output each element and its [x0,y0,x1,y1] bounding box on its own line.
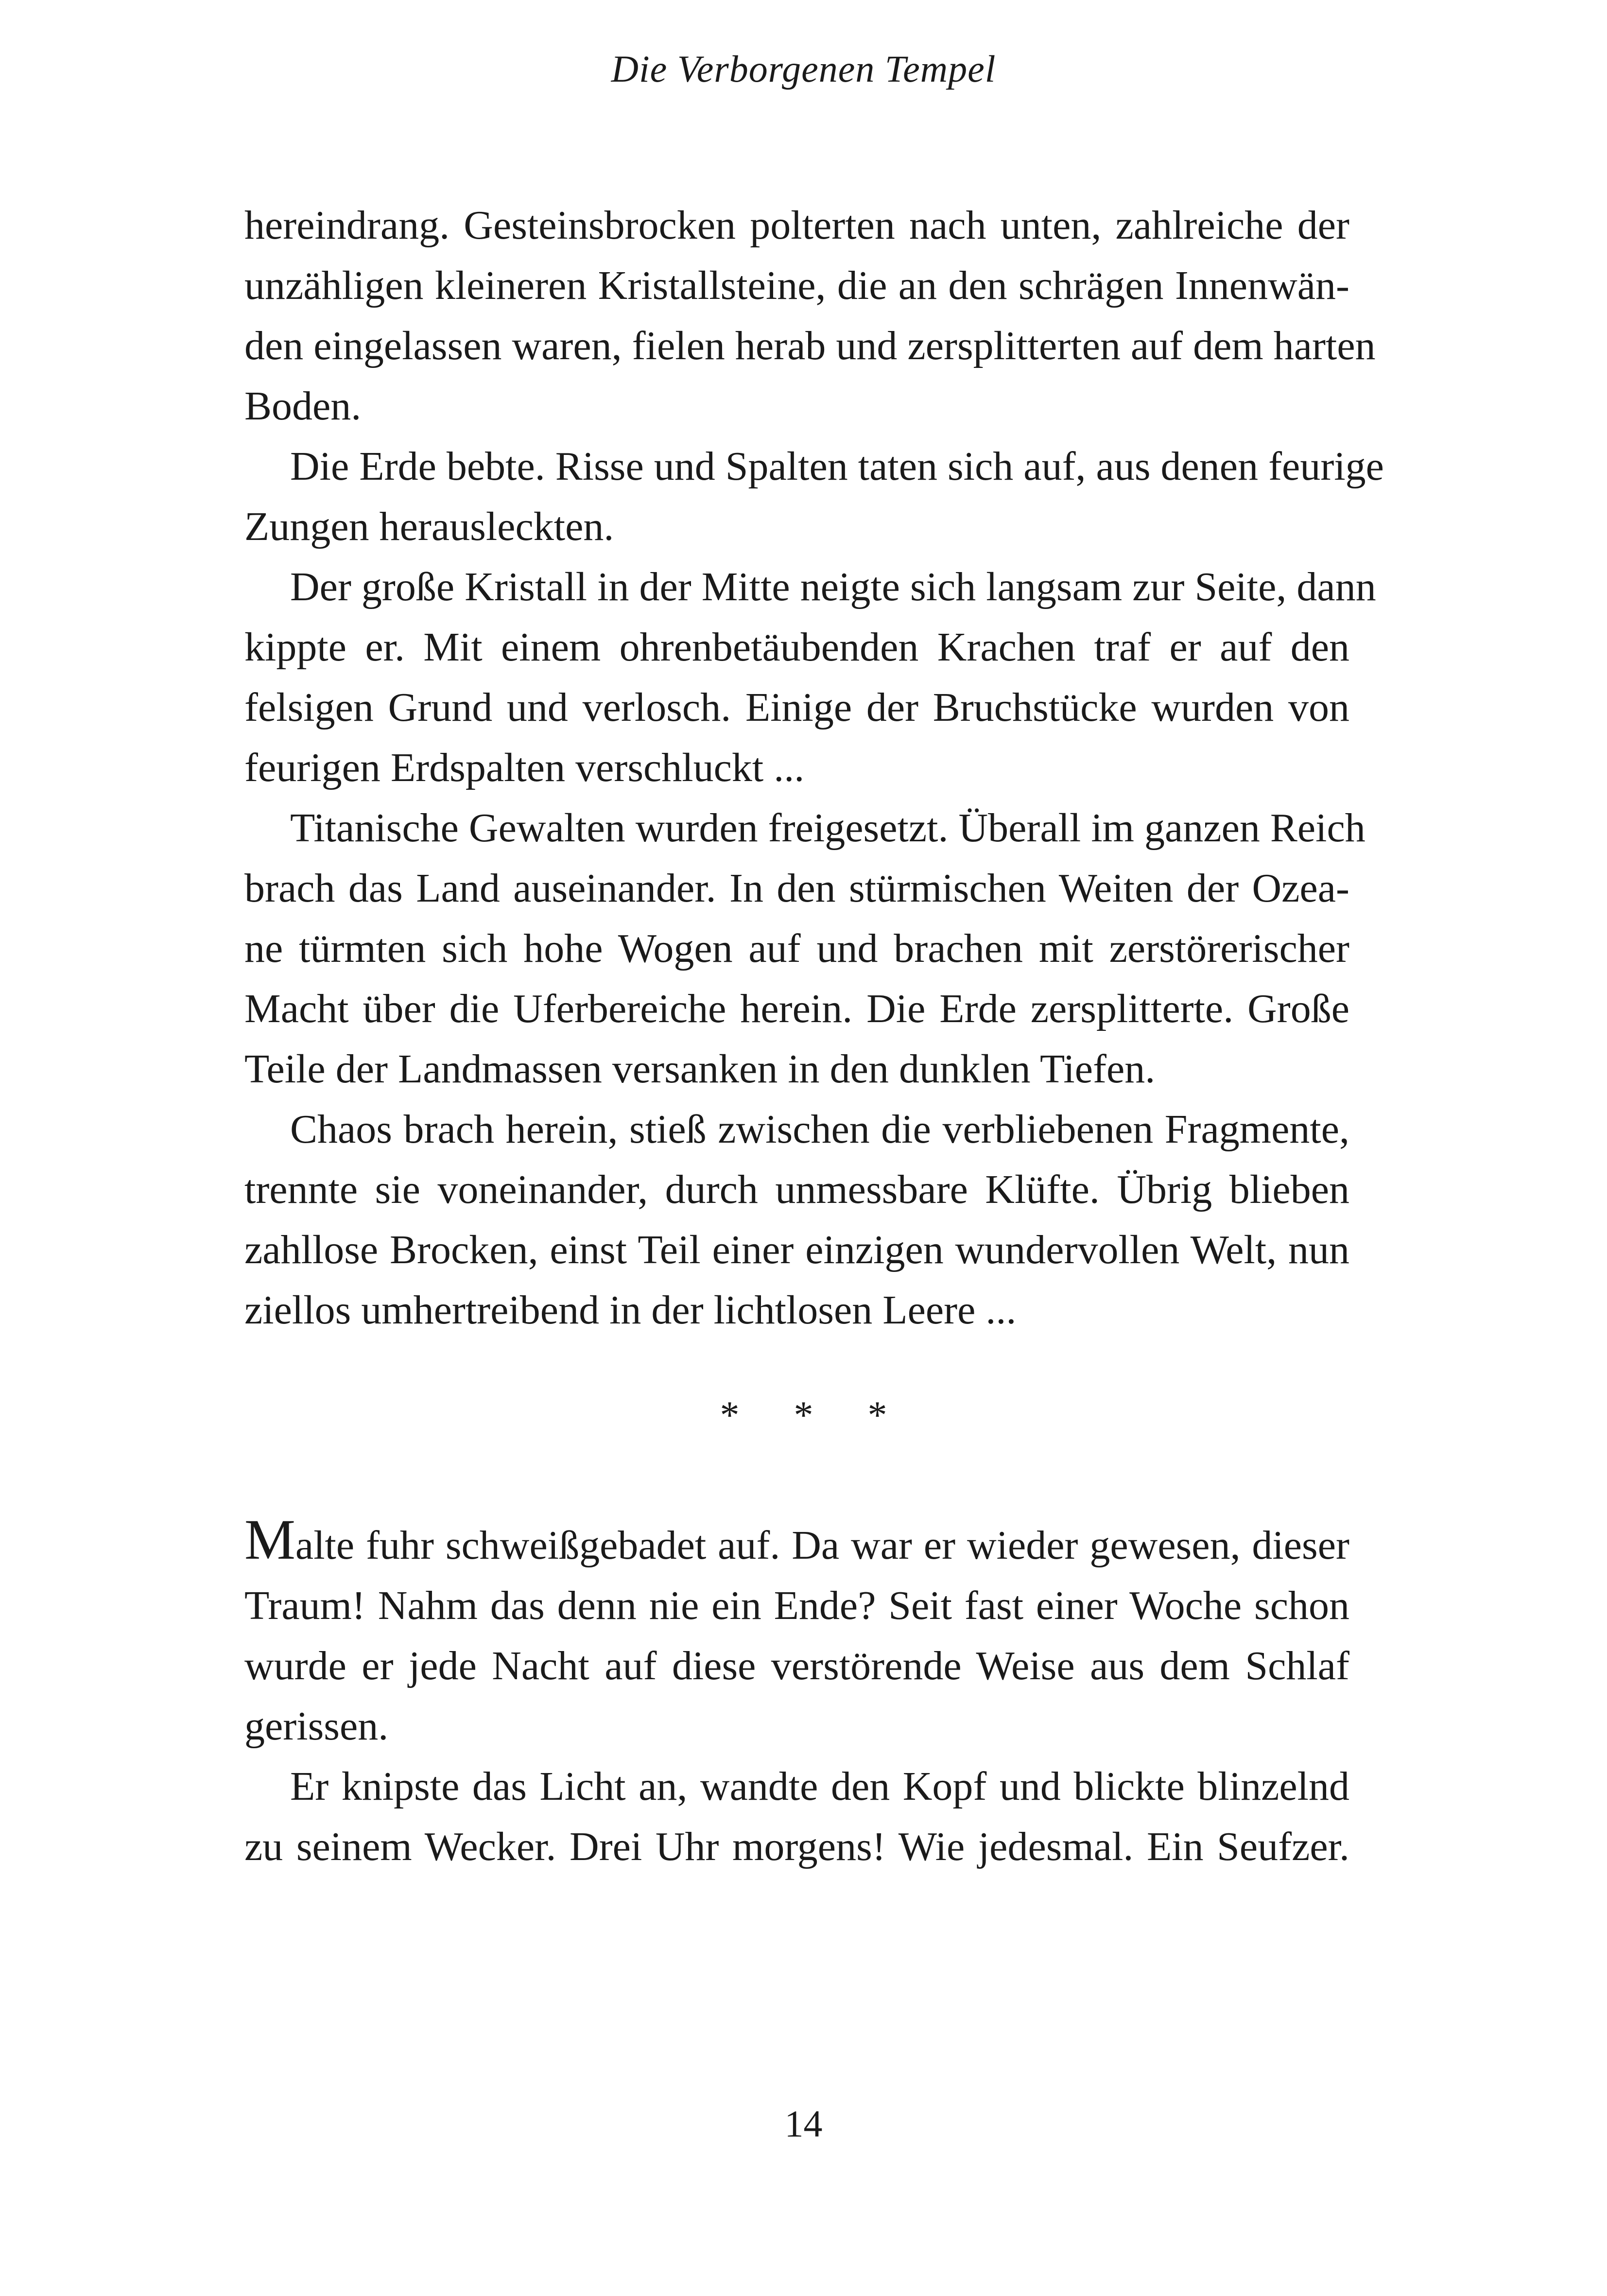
text-line: zu seinem Wecker. Drei Uhr morgens! Wie jedesmal. Ein Seufzer. [244,1824,1349,1869]
text-block-section-2 [244,1508,1349,1877]
text-block-section-1 [244,195,1384,1340]
text-line: zahllose Brocken, einst Teil einer einzigen wundervollen Welt, nun [244,1227,1349,1272]
text-line: hereindrang. Gesteinsbrocken polterten nach unten, zahlreiche der [244,203,1349,248]
text-line: wurde er jede Nacht auf diese verstörende Weise aus dem Schlaf [244,1643,1349,1688]
section-break-asterisks: * * * [720,1394,910,1437]
text-line: alte fuhr schweißgebadet auf. Da war er wieder gewesen, dieser [295,1523,1349,1568]
text-line: Die Erde bebte. Risse und Spalten taten sich auf, aus denen feurige [290,444,1384,489]
text-line: ziellos umhertreibend in der lichtlosen Leere ... [244,1287,1017,1333]
text-line: Macht über die Uferbereiche herein. Die Erde zersplitterte. Große [244,986,1349,1031]
page-number: 14 [784,2103,823,2145]
text-line: Zungen herausleckten. [244,504,614,549]
paragraph [244,1099,1349,1340]
text-line: gerissen. [244,1704,389,1749]
text-line: Titanische Gewalten wurden freigesetzt. Überall im ganzen Reich [290,805,1365,851]
text-line: felsigen Grund und verlosch. Einige der Bruchstücke wurden von [244,685,1349,730]
text-line: Er knipste das Licht an, wandte den Kopf und blickte blinzelnd [290,1764,1349,1809]
paragraph [244,557,1376,798]
paragraph [244,436,1384,557]
text-line: unzähligen kleineren Kristallsteine, die an den schrägen Innenwän- [244,263,1349,308]
text-line: Teile der Landmassen versanken in den dunklen Tiefen. [244,1046,1156,1092]
text-line: Traum! Nahm das denn nie ein Ende? Seit fast einer Woche schon [244,1583,1349,1628]
text-line: Der große Kristall in der Mitte neigte sich langsam zur Seite, dann [290,564,1376,609]
drop-initial: M [244,1508,295,1571]
paragraph [244,798,1365,1099]
text-line: feurigen Erdspalten verschluckt ... [244,745,805,790]
text-line-with-initial [244,1508,1349,1576]
text-line: brach das Land auseinander. In den stürmischen Weiten der Ozea- [244,866,1349,911]
paragraph [244,195,1376,436]
running-title: Die Verborgenen Tempel [611,48,996,90]
text-line: Chaos brach herein, stieß zwischen die verbliebenen Fragmente, [290,1107,1349,1152]
text-line: kippte er. Mit einem ohrenbetäubenden Krachen traf er auf den [244,625,1349,670]
paragraph [244,1757,1349,1877]
text-line: Boden. [244,383,362,429]
text-line: den eingelassen waren, fielen herab und zersplitterten auf dem harten [244,323,1376,368]
text-line: ne türmten sich hohe Wogen auf und brachen mit zerstörerischer [244,926,1349,971]
paragraph [244,1508,1349,1757]
text-line: trennte sie voneinander, durch unmessbare Klüfte. Übrig blieben [244,1167,1349,1212]
